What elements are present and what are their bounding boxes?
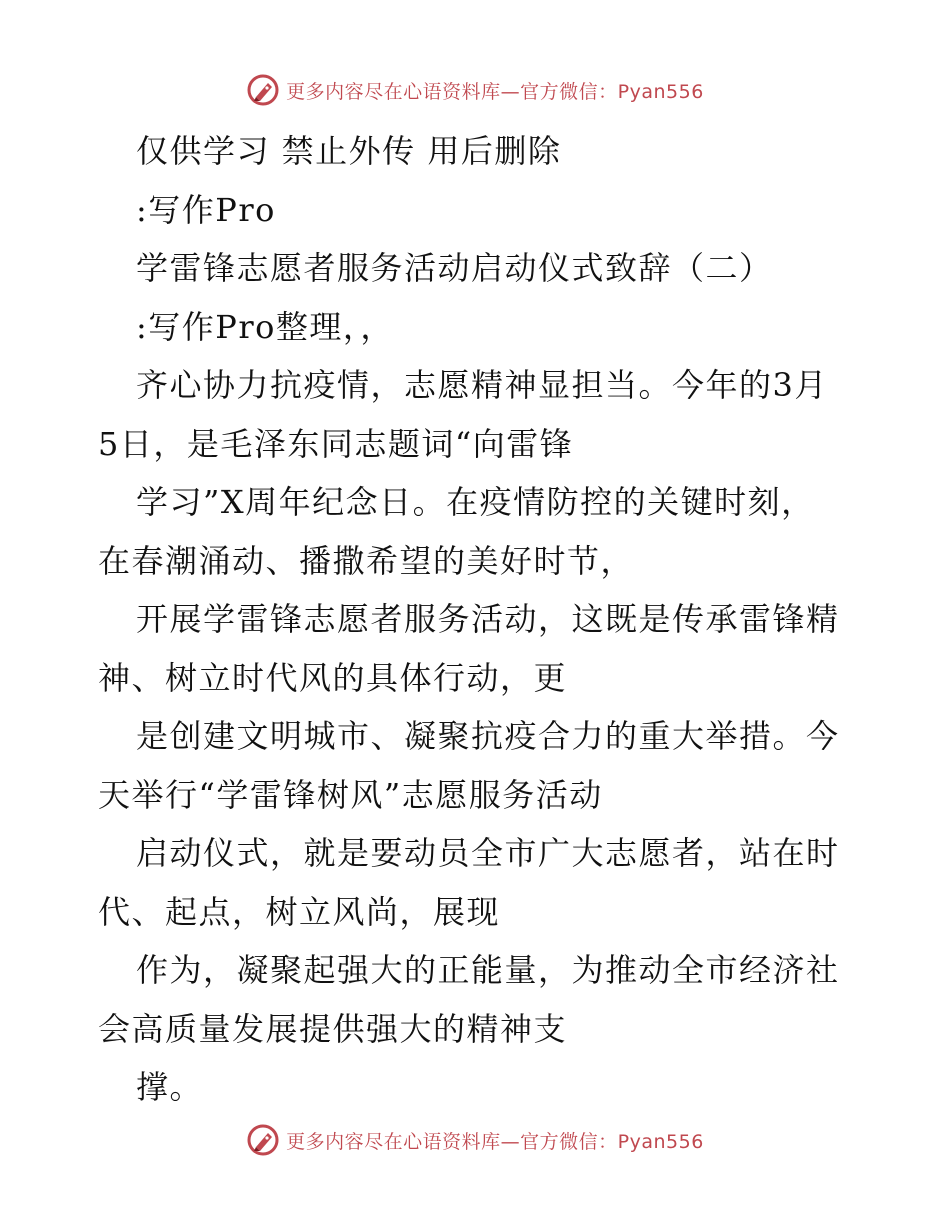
text-line: :写作Pro整理，， bbox=[136, 307, 394, 346]
text-line: 在春潮涌动、播撒希望的美好时节， bbox=[98, 541, 635, 580]
text-line: 齐心协力抗疫情，志愿精神显担当。今年的3月 bbox=[136, 366, 828, 404]
text-line: 开展学雷锋志愿者服务活动，这既是传承雷锋精 bbox=[136, 600, 840, 638]
pen-nib-logo-icon bbox=[246, 1123, 280, 1157]
text-line: 天举行“学雷锋树风”志愿服务活动 bbox=[98, 775, 603, 814]
footer-banner bbox=[0, 1120, 950, 1160]
pen-nib-logo-icon bbox=[246, 73, 280, 107]
footer-banner-text: 更多内容尽在心语资料库—官方微信：Pyan556 bbox=[286, 1130, 704, 1153]
header-banner bbox=[0, 70, 950, 110]
header-banner-inner bbox=[246, 73, 704, 107]
text-line: 学习”X周年纪念日。在疫情防控的关键时刻， bbox=[136, 483, 815, 521]
text-line: 作为，凝聚起强大的正能量，为推动全市经济社 bbox=[136, 951, 840, 989]
text-line: 代、起点，树立风尚，展现 bbox=[98, 892, 501, 931]
text-line: 启动仪式，就是要动员全市广大志愿者，站在时 bbox=[136, 834, 840, 872]
text-line: 5日，是毛泽东同志题词“向雷锋 bbox=[98, 424, 574, 463]
text-line: :写作Pro bbox=[136, 190, 276, 229]
text-line: 会高质量发展提供强大的精神支 bbox=[98, 1009, 568, 1048]
text-line: 仅供学习 禁止外传 用后删除 bbox=[136, 132, 562, 170]
document-body bbox=[98, 122, 858, 1117]
text-line: 神、树立时代风的具体行动，更 bbox=[98, 658, 568, 697]
footer-banner-inner bbox=[246, 1123, 704, 1157]
text-line: 撑。 bbox=[136, 1068, 204, 1106]
text-line: 学雷锋志愿者服务活动启动仪式致辞（二） bbox=[136, 249, 773, 287]
text-line: 是创建文明城市、凝聚抗疫合力的重大举措。今 bbox=[136, 717, 840, 755]
header-banner-text: 更多内容尽在心语资料库—官方微信：Pyan556 bbox=[286, 80, 704, 103]
